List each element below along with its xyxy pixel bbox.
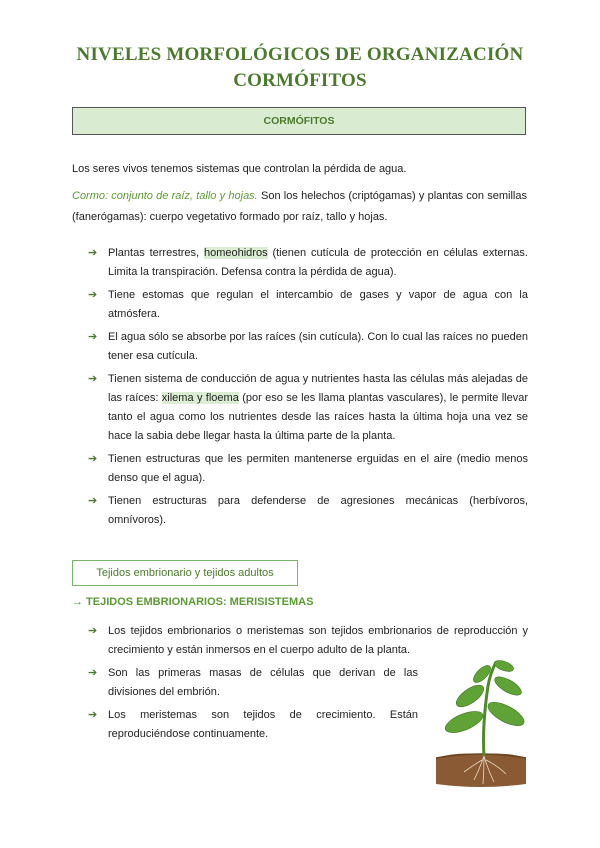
- arrow-bullet-icon: ➔: [88, 331, 98, 343]
- title-line-2: CORMÓFITOS: [233, 70, 367, 91]
- cormo-description: Son los helechos (criptógamas) y plantas con semillas (fanerógamas): cuerpo vegetativo formado por raíz, tallo y hojas.: [72, 190, 527, 223]
- cormo-definition: Cormo: conjunto de raíz, tallo y hojas.: [72, 190, 258, 202]
- list-item: ➔ Son las primeras masas de células que derivan de las divisiones del embrión.: [88, 664, 418, 702]
- arrow-bullet-icon: ➔: [88, 667, 98, 679]
- list-item: ➔ Los meristemas son tejidos de crecimiento. Están reproduciéndose continuamente.: [88, 706, 418, 744]
- arrow-bullet-icon: ➔: [88, 373, 98, 385]
- highlighted-term: homeohidros: [203, 247, 268, 259]
- list-item: ➔ Los tejidos embrionarios o meristemas son tejidos embrionarios de reproducción y crecimiento y están inmersos en el cuerpo adulto de la planta.: [88, 622, 528, 660]
- list-item: ➔ Tienen estructuras que les permiten mantenerse erguidas en el aire (medio menos denso que el agua).: [88, 450, 528, 488]
- list-item: ➔ Plantas terrestres, homeohidros (tienen cutícula de protección en células externas. Limita la transpiración. Defensa contra la pérdida de agua).: [88, 244, 528, 282]
- subsection-box: [72, 560, 298, 586]
- arrow-bullet-icon: ➔: [88, 289, 98, 301]
- subsection-label: Tejidos embrionario y tejidos adultos: [96, 567, 274, 579]
- subheading: → TEJIDOS EMBRIONARIOS: MERISISTEMAS: [72, 596, 314, 608]
- cormofitos-bullet-list: [88, 244, 528, 534]
- arrow-bullet-icon: ➔: [88, 709, 98, 721]
- list-item: ➔ Tiene estomas que regulan el intercambio de gases y vapor de agua con la atmósfera.: [88, 286, 528, 324]
- section-header-label: CORMÓFITOS: [263, 115, 335, 127]
- section-header-box: [72, 107, 526, 135]
- arrow-bullet-icon: ➔: [88, 495, 98, 507]
- list-item: ➔ Tienen sistema de conducción de agua y nutrientes hasta las células más alejadas de las raíces: xilema y floema (por eso se les llama plantas vasculares), le permite llevar tanto el agua como los nutrientes desde las raíces hasta la última hoja una vez se hace la sabia debe llegar hasta la última parte de la planta.: [88, 370, 528, 446]
- plant-illustration: [434, 656, 528, 788]
- arrow-bullet-icon: ➔: [88, 453, 98, 465]
- list-item: ➔ Tienen estructuras para defenderse de agresiones mecánicas (herbívoros, omnívoros).: [88, 492, 528, 530]
- cormo-paragraph: [72, 186, 527, 228]
- title-line-1: NIVELES MORFOLÓGICOS DE ORGANIZACIÓN: [76, 44, 524, 65]
- list-item: ➔ El agua sólo se absorbe por las raíces (sin cutícula). Con lo cual las raíces no pueden tener esa cutícula.: [88, 328, 528, 366]
- arrow-bullet-icon: ➔: [88, 247, 98, 259]
- intro-paragraph: Los seres vivos tenemos sistemas que controlan la pérdida de agua.: [72, 163, 407, 175]
- highlighted-term: xilema y floema: [161, 392, 239, 404]
- arrow-bullet-icon: ➔: [88, 625, 98, 637]
- page-title: [0, 42, 600, 94]
